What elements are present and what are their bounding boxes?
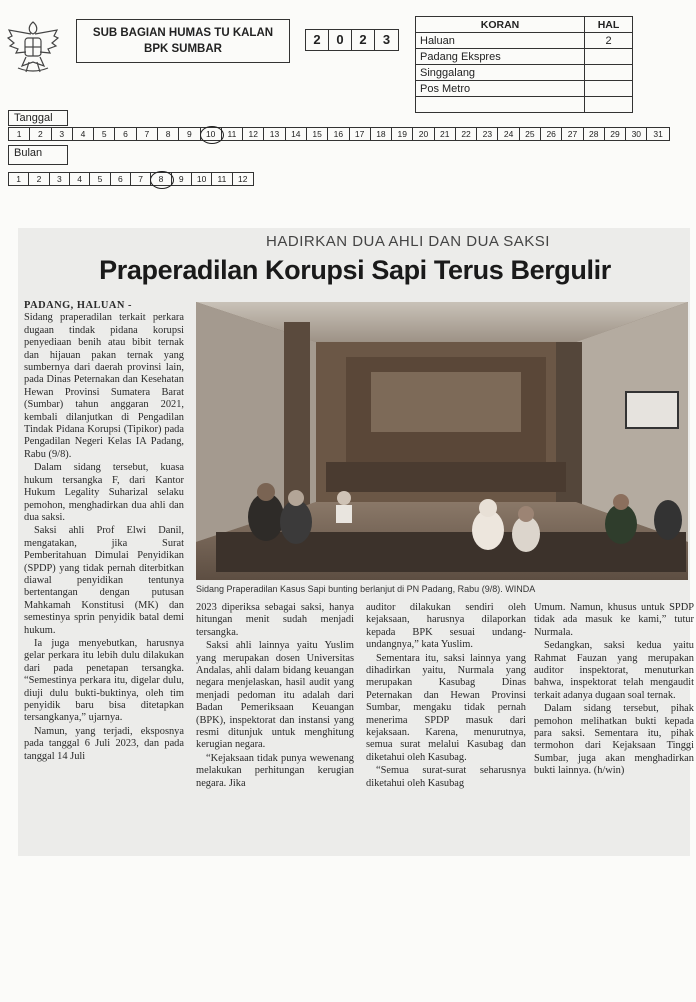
article-paragraph: Namun, yang terjadi, eksposnya pada tanggal 6 Juli 2023, dan pada tanggal 14 Juli bbox=[24, 725, 184, 762]
table-row bbox=[416, 65, 633, 81]
article-paragraph: Ia juga menyebutkan, harusnya gelar perkara itu lebih dulu dilakukan dari pada penetapan tersangka. “Semestinya perkara itu, digelar dulu, diuji dulu bukti-buktinya, oleh tim penyidik baru bisa ditetapkan tersangkanya,” ujarnya. bbox=[24, 637, 184, 724]
tanggal-cell-8: 8 bbox=[158, 128, 179, 140]
article-paragraph: Umum. Namun, khusus untuk SPDP tidak ada masuk ke kami,” tutur Nurmala. bbox=[534, 602, 694, 638]
koran-name-cell: Singgalang bbox=[416, 65, 585, 81]
article-column-3 bbox=[366, 602, 526, 791]
article-paragraph: Saksi ahli Prof Elwi Danil, mengatakan, jika Surat Pemberitahuan Dimulai Penyidikan (SPDP) yang tidak pernah diterbitkan diawal penyidikan tentunya bertentangan dengan putusan Mahkamah Konstitusi (MK) dan semestinya sprin penyidik batal demi hukum. bbox=[24, 525, 184, 636]
article-paragraph: Sedangkan, saksi kedua yaitu Rahmat Fauzan yang merupakan auditor inspektorat, menuturkan bahwa, inspektorat telah mengaudit terkait adanya dugaan soal ternak. bbox=[534, 640, 694, 701]
year-box bbox=[305, 29, 399, 51]
article-kicker: HADIRKAN DUA AHLI DAN DUA SAKSI bbox=[266, 233, 550, 250]
office-line-2: BPK SUMBAR bbox=[144, 43, 222, 55]
bulan-label: Bulan bbox=[8, 145, 68, 165]
tanggal-cell-18: 18 bbox=[371, 128, 392, 140]
tanggal-cell-10: 10 bbox=[201, 128, 222, 140]
bulan-number-row bbox=[8, 172, 254, 186]
tanggal-cell-27: 27 bbox=[562, 128, 583, 140]
article-paragraph: auditor dilakukan sendiri oleh kejaksaan, harusnya dilaporkan kepada BPK sesuai undang-undangnya,” kata Yuslim. bbox=[366, 602, 526, 651]
bulan-cell-7: 7 bbox=[131, 173, 151, 185]
article-paragraph: “Kejaksaan tidak punya wewenang melakukan perhitungan kerugian negara. Jika bbox=[196, 752, 354, 789]
hal-cell bbox=[585, 97, 633, 113]
office-line-1: SUB BAGIAN HUMAS TU KALAN bbox=[92, 27, 274, 39]
year-digit: 2 bbox=[352, 30, 375, 50]
article-paragraph: “Semua surat-surat seharusnya diketahui oleh Kasubag bbox=[366, 765, 526, 789]
tanggal-cell-29: 29 bbox=[605, 128, 626, 140]
year-digit: 3 bbox=[382, 32, 391, 47]
tanggal-cell-19: 19 bbox=[392, 128, 413, 140]
garuda-emblem-icon bbox=[4, 16, 62, 78]
table-row bbox=[416, 97, 633, 113]
tanggal-number-row bbox=[8, 127, 670, 141]
bulan-cell-3: 3 bbox=[50, 173, 70, 185]
tanggal-cell-11: 11 bbox=[222, 128, 243, 140]
tanggal-cell-26: 26 bbox=[541, 128, 562, 140]
tanggal-cell-9: 9 bbox=[179, 128, 200, 140]
tanggal-cell-17: 17 bbox=[350, 128, 371, 140]
koran-name-cell: Haluan bbox=[416, 33, 585, 49]
tanggal-cell-21: 21 bbox=[435, 128, 456, 140]
tanggal-cell-1: 1 bbox=[9, 128, 30, 140]
year-digit: 0 bbox=[329, 30, 352, 50]
table-row bbox=[416, 33, 633, 49]
tanggal-cell-6: 6 bbox=[115, 128, 136, 140]
article-paragraph: Dalam sidang tersebut, pihak pemohon melihatkan bukti kepada para saksi. Sementara itu, pihak termohon dari Kejaksaan Tinggi Sumbar, juga akan menghadirkan bukti lainnya. (h/win) bbox=[534, 703, 694, 777]
koran-header-row bbox=[416, 17, 633, 33]
hal-cell bbox=[585, 65, 633, 81]
bulan-cell-1: 1 bbox=[9, 173, 29, 185]
tanggal-cell-28: 28 bbox=[584, 128, 605, 140]
koran-name-cell: Pos Metro bbox=[416, 81, 585, 97]
article-paragraph: Sementara itu, saksi lainnya yang dihadirkan yaitu, Nurmala yang merupakan Kasubag Dinas Peternakan dan Hewan Provinsi Sumbar, mengaku tidak pernah menerima SPDP masuk dari kejaksaan. Karena, menurutnya, semua surat melalui Kasubag dan diketahui oleh Kasubag. bbox=[366, 652, 526, 763]
article-paragraph: Saksi ahli lainnya yaitu Yuslim yang merupakan dosen Universitas Andalas, ahli dalam bidang keuangan negara menjelaskan, hasil audit yang menjadi pedoman itu adalah dari Badan Pemeriksaan Keuangan (BPK), inspektorat dan instansi yang resmi ditunjuk untuk menghitung kerugian negara. bbox=[196, 640, 354, 751]
koran-col-header: KORAN bbox=[416, 17, 585, 33]
article-column-2 bbox=[196, 602, 354, 791]
photo-caption: Sidang Praperadilan Kasus Sapi bunting berlanjut di PN Padang, Rabu (9/8). WINDA bbox=[196, 584, 536, 594]
hal-cell bbox=[585, 49, 633, 65]
tanggal-cell-16: 16 bbox=[328, 128, 349, 140]
tanggal-cell-2: 2 bbox=[30, 128, 51, 140]
bulan-cell-11: 11 bbox=[212, 173, 232, 185]
bulan-cell-6: 6 bbox=[111, 173, 131, 185]
koran-name-cell bbox=[416, 97, 585, 113]
tanggal-cell-5: 5 bbox=[94, 128, 115, 140]
hal-cell: 2 bbox=[585, 33, 633, 49]
table-row bbox=[416, 49, 633, 65]
tanggal-cell-7: 7 bbox=[137, 128, 158, 140]
tanggal-label: Tanggal bbox=[8, 110, 68, 126]
tanggal-cell-3: 3 bbox=[52, 128, 73, 140]
office-label-box bbox=[76, 19, 290, 63]
article-dateline: PADANG, HALUAN - bbox=[24, 300, 132, 311]
tanggal-cell-31: 31 bbox=[653, 129, 663, 139]
year-digit: 2 bbox=[306, 30, 329, 50]
bulan-cell-8: 8 bbox=[151, 173, 171, 185]
bulan-cell-10: 10 bbox=[192, 173, 212, 185]
tanggal-cell-23: 23 bbox=[477, 128, 498, 140]
bulan-cell-2: 2 bbox=[29, 173, 49, 185]
tanggal-cell-12: 12 bbox=[243, 128, 264, 140]
tanggal-cell-13: 13 bbox=[264, 128, 285, 140]
tanggal-cell-24: 24 bbox=[498, 128, 519, 140]
tanggal-cell-4: 4 bbox=[73, 128, 94, 140]
tanggal-cell-22: 22 bbox=[456, 128, 477, 140]
bulan-cell-9: 9 bbox=[172, 173, 192, 185]
koran-name-cell: Padang Ekspres bbox=[416, 49, 585, 65]
bulan-cell-12: 12 bbox=[238, 174, 248, 184]
article-headline: Praperadilan Korupsi Sapi Terus Bergulir bbox=[99, 255, 611, 285]
koran-table bbox=[415, 16, 633, 113]
tanggal-cell-15: 15 bbox=[307, 128, 328, 140]
article-paragraph: Dalam sidang tersebut, kuasa hukum tersangka F, dari Kantor Hukum Legality Suharizal selaku pemohon, menghadirkan dua ahli dan dua saksi. bbox=[24, 462, 184, 523]
article-column-4 bbox=[534, 602, 694, 779]
tanggal-cell-25: 25 bbox=[520, 128, 541, 140]
article-paragraph: Sidang praperadilan terkait perkara dugaan tindak pidana korupsi penyediaan benih atau bibit ternak dan hijauan pakan ternak yang sumbernya dari daerah provinsi lain, pada Dinas Peternakan dan Kesehatan Hewan Provinsi Sumatera Barat (Sumbar) tahun anggaran 2021, kembali dilanjutkan di Pengadilan Tindak Pidana Korupsi (Tipikor) pada Pengadilan Negeri Kelas IA Padang, Rabu (9/8). bbox=[24, 312, 184, 460]
hal-col-header: HAL bbox=[585, 17, 633, 33]
hal-cell bbox=[585, 81, 633, 97]
table-row bbox=[416, 81, 633, 97]
bulan-cell-4: 4 bbox=[70, 173, 90, 185]
bulan-cell-5: 5 bbox=[90, 173, 110, 185]
article-column-1 bbox=[24, 300, 184, 764]
courtroom-photo bbox=[196, 302, 688, 580]
article-paragraph: 2023 diperiksa sebagai saksi, hanya hitungan menit sudah menjadi tersangka. bbox=[196, 602, 354, 638]
tanggal-cell-30: 30 bbox=[626, 128, 647, 140]
tanggal-cell-14: 14 bbox=[286, 128, 307, 140]
tanggal-cell-20: 20 bbox=[413, 128, 434, 140]
